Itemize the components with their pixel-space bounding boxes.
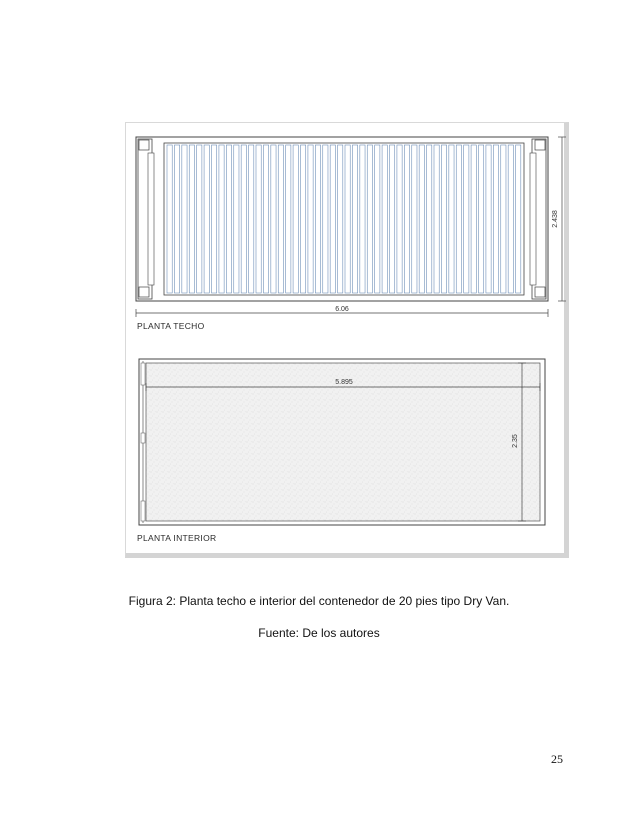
roof-plan <box>136 137 566 317</box>
roof-rib <box>330 145 335 293</box>
roof-rib <box>367 145 372 293</box>
roof-rib <box>189 145 194 293</box>
roof-rib <box>456 145 461 293</box>
roof-rib <box>390 145 395 293</box>
roof-rib <box>241 145 246 293</box>
roof-length-dimension: 6.06 <box>335 306 349 313</box>
roof-rib <box>345 145 350 293</box>
roof-rib <box>212 145 217 293</box>
roof-rib <box>197 145 202 293</box>
roof-right-rail <box>530 153 536 285</box>
interior-plan <box>139 359 545 525</box>
roof-rib <box>479 145 484 293</box>
roof-rib <box>486 145 491 293</box>
interior-door-hinge <box>141 433 145 443</box>
roof-rib <box>204 145 209 293</box>
interior-plan-label: PLANTA INTERIOR <box>137 533 217 543</box>
roof-rib <box>234 145 239 293</box>
interior-door-hinge <box>141 501 145 521</box>
roof-rib <box>219 145 224 293</box>
roof-corner-fitting <box>139 140 149 150</box>
roof-rib <box>315 145 320 293</box>
roof-rib <box>493 145 498 293</box>
roof-width-dimension: 2.438 <box>552 210 559 228</box>
roof-rib <box>412 145 417 293</box>
roof-plan-label: PLANTA TECHO <box>137 321 205 331</box>
figure-caption: Figura 2: Planta techo e interior del contenedor de 20 pies tipo Dry Van. <box>128 594 510 608</box>
roof-rib <box>293 145 298 293</box>
roof-corner-fitting <box>535 287 545 297</box>
roof-rib <box>375 145 380 293</box>
roof-rib <box>434 145 439 293</box>
roof-rib <box>419 145 424 293</box>
roof-rib <box>501 145 506 293</box>
roof-rib <box>182 145 187 293</box>
roof-rib <box>449 145 454 293</box>
page-number: 25 <box>551 752 563 766</box>
interior-door-hinge <box>141 363 145 385</box>
roof-corner-fitting <box>139 287 149 297</box>
roof-rib <box>516 145 521 293</box>
roof-rib <box>360 145 365 293</box>
roof-rib <box>249 145 254 293</box>
roof-rib <box>174 145 179 293</box>
roof-rib <box>226 145 231 293</box>
container-plan-drawing <box>126 123 570 559</box>
roof-rib <box>263 145 268 293</box>
figure-source: Fuente: De los autores <box>258 626 380 640</box>
roof-rib <box>301 145 306 293</box>
roof-corner-fitting <box>535 140 545 150</box>
roof-rib <box>256 145 261 293</box>
roof-rib <box>286 145 291 293</box>
interior-width-dimension: 2.35 <box>512 434 519 448</box>
roof-rib <box>352 145 357 293</box>
roof-rib <box>464 145 469 293</box>
roof-left-rail <box>148 153 154 285</box>
roof-rib <box>427 145 432 293</box>
roof-rib <box>508 145 513 293</box>
roof-rib <box>441 145 446 293</box>
roof-rib <box>471 145 476 293</box>
interior-length-dimension: 5.895 <box>335 379 353 386</box>
roof-rib <box>382 145 387 293</box>
figure-frame <box>125 122 569 558</box>
roof-rib <box>278 145 283 293</box>
roof-rib <box>397 145 402 293</box>
roof-rib <box>404 145 409 293</box>
roof-rib <box>271 145 276 293</box>
roof-rib <box>308 145 313 293</box>
roof-rib <box>167 145 172 293</box>
roof-rib <box>338 145 343 293</box>
roof-rib <box>323 145 328 293</box>
